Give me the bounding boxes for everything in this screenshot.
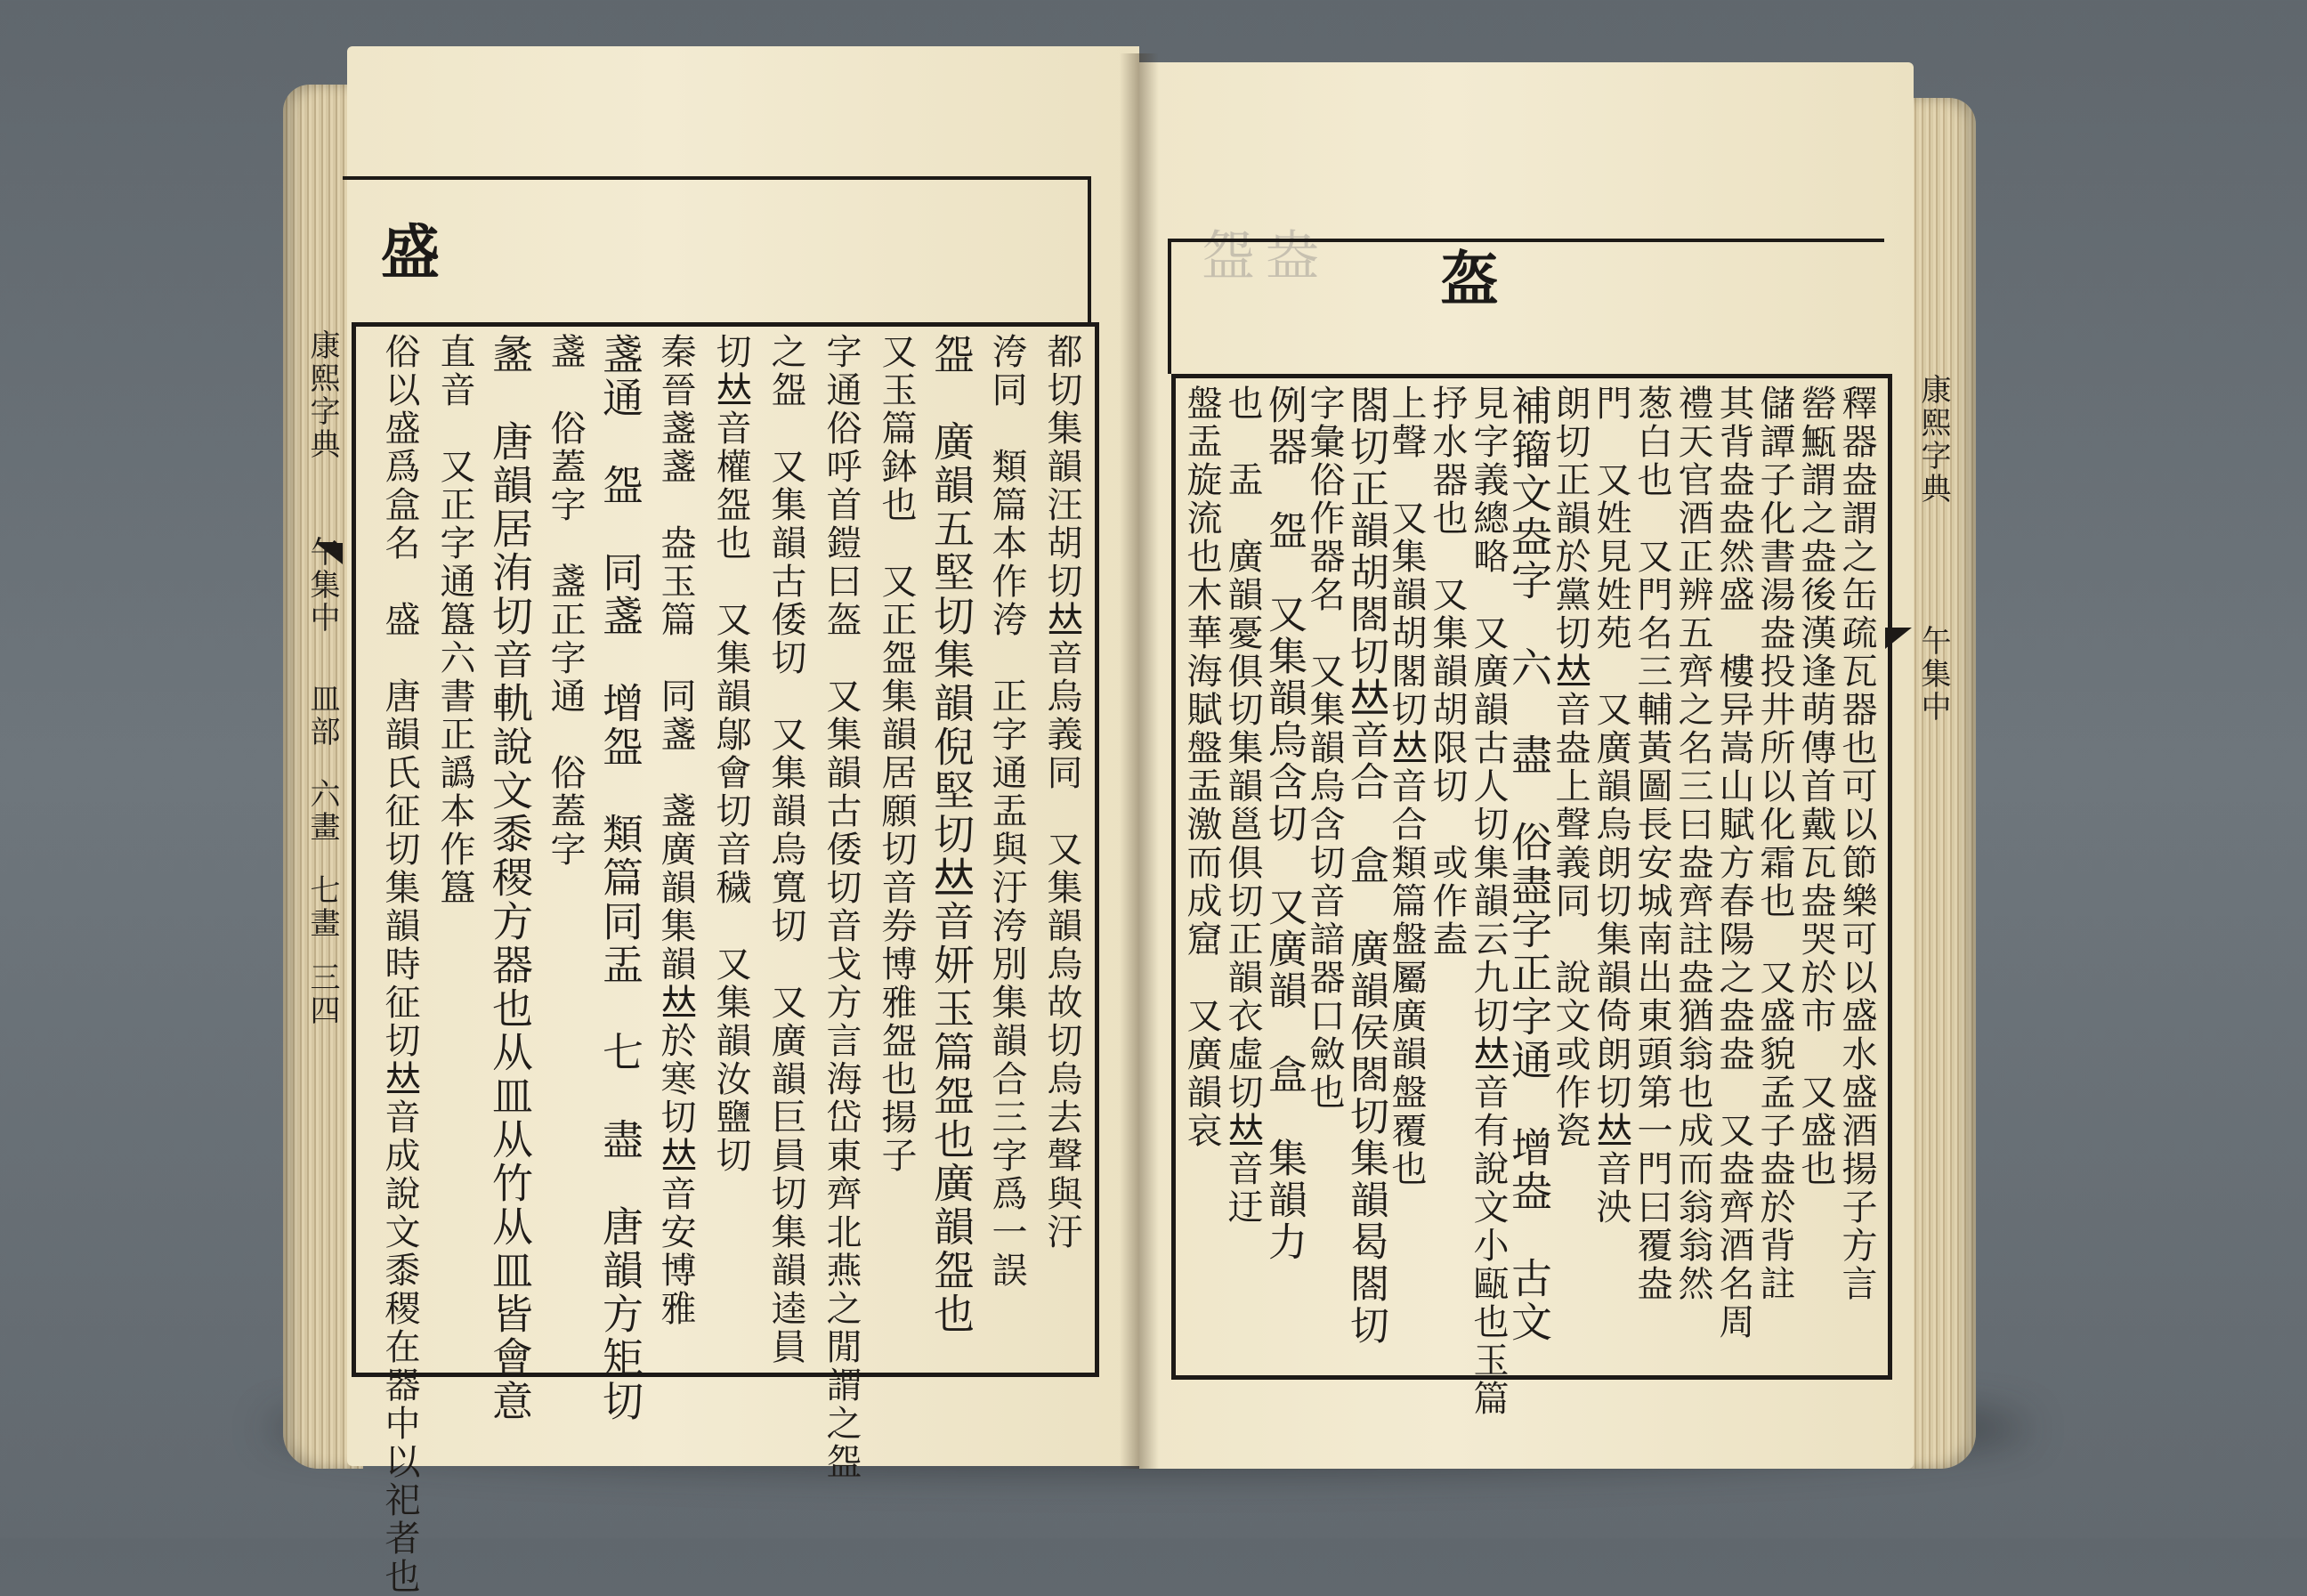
text-column: 釋器盎謂之缶疏瓦器也可以節樂可以盛水盛酒揚子方言 [1836, 385, 1877, 1303]
margin-strokes-6: 六畫 [304, 778, 340, 845]
margin-book-title: 康熙字典 [304, 329, 340, 461]
text-column: 儲譚子化書湯盎投井所以化霜也 又盛貌孟子盎於背註 [1754, 385, 1795, 1303]
text-column: 洿同 類篇本作洿 正字通盂與汙洿別集韻合三字爲一誤 [986, 333, 1027, 1290]
right-margin-column [1915, 374, 1951, 1353]
text-column: 葱白也 又門名三輔黃圖長安城南出東頭第一門曰覆盎 [1631, 385, 1672, 1303]
right-header-side-rule [1168, 239, 1171, 374]
text-column: 字通俗呼首鎧曰盔 又集韻古倭切音戈方言海岱東齊北燕之閒謂之盌 [821, 333, 862, 1481]
right-header-rule [1168, 239, 1884, 242]
text-column: 盞 俗蓋字 盞正字通 俗蓋字 [545, 333, 586, 869]
text-column: 罃甒謂之盎後漢逢萌傳首戴瓦盎哭於市 又盛也 [1795, 385, 1836, 1188]
text-column: 補籀文盎字 六 盡 俗盡字正字通 增盎 古文 [1505, 385, 1553, 1344]
text-column: 切𠀤音權盌也 又集韻鄔會切音穢 又集韻汝鹽切 [710, 333, 751, 1175]
right-text-columns [1177, 381, 1878, 1418]
text-column: 禮天官酒正辨五齊之名三曰盎齊註盎猶翁也成而翁翁然 [1672, 385, 1713, 1303]
text-column: 盞通 盌 同盞 增盌 類篇同盂 七 盡 唐韻方矩切 [596, 333, 644, 1423]
left-text-columns [358, 329, 1083, 1596]
left-margin-strip [294, 329, 347, 1362]
margin-radical: 皿部 [304, 682, 340, 749]
right-margin-strip [1905, 374, 1960, 1371]
text-column: 之盌 又集韻古倭切 又集韻烏寬切 又廣韻巨員切集韻逵員 [765, 333, 806, 1366]
left-header-rule [343, 176, 1090, 180]
text-column: 也 盂 廣韻憂俱切集韻邕俱切正韻衣虛切𠀤音迂 [1222, 385, 1263, 1227]
text-column: 直音 又正字通簋六書正譌本作簋 [434, 333, 475, 907]
left-header-char: 盛 [381, 217, 440, 287]
text-column: 門 又姓見姓苑 又廣韻烏朗切集韻倚朗切𠀤音泱 [1591, 385, 1631, 1227]
margin-page-number: 三四 [304, 961, 340, 1028]
margin-volume: 午集中 [1915, 624, 1951, 724]
text-column: 盤盂旋流也木華海賦盤盂激而成窟 又廣韻哀 [1181, 385, 1222, 1150]
text-column: 其背盎盎然盛 樓异嵩山賦方春陽之盎盎 又盎齊酒名周 [1713, 385, 1754, 1341]
text-column: 都切集韻汪胡切𠀤音烏義同 又集韻烏故切烏去聲與汙 [1041, 333, 1082, 1252]
text-column: 字彙俗作器名 又集韻烏含切音諳器口斂也 [1304, 385, 1345, 1112]
text-column: 秦晉盞盞 盎玉篇 同盞 盞廣韻集韻𠀤於寒切𠀤音安博雅 [655, 333, 696, 1328]
text-column: 盌 廣韻五堅切集韻倪堅切𠀤音妍玉篇盌也廣韻盌也 [927, 333, 975, 1336]
left-margin-column [304, 329, 340, 1362]
text-column: 見字義總略 又廣韻古人切集韻云九切𠀤音有說文小甌也玉篇 [1468, 385, 1509, 1418]
bleed-through-ghost: 盌盎 [1202, 225, 1330, 288]
margin-book-title: 康熙字典 [1915, 374, 1951, 506]
text-column: 上聲 又集韻胡閣切𠀤音合類篇盤屬廣韻盤覆也 [1386, 385, 1427, 1188]
margin-volume: 午集中 [304, 535, 340, 635]
text-column: 又玉篇鉢也 又正盌集韻居願切音券博雅盌也揚子 [876, 333, 917, 1175]
text-column: 例器 盌 又集韻烏含切 又廣韻 盒 集韻力 [1261, 385, 1307, 1263]
text-column: 盠 唐韻居洧切音軌說文黍稷方器也从皿从竹从皿皆會意 [486, 333, 534, 1423]
text-column: 閤切正韻胡閤切𠀤音合 盒 廣韻侯閤切集韻曷閤切 [1343, 385, 1388, 1347]
left-header-side-rule [1088, 176, 1091, 323]
text-column: 抒水器也 又集韻胡限切 或作盍 [1427, 385, 1468, 959]
margin-strokes-7: 七畫 [304, 874, 340, 941]
right-header-char: 盔 [1440, 244, 1499, 313]
book-gutter [1120, 53, 1159, 1469]
text-column: 俗以盛爲盒名 盛 唐韻氏征切集韻時征切𠀤音成說文黍稷在器中以祀者也 [379, 333, 420, 1596]
text-column: 朗切正韻於黨切𠀤音盎上聲義同 說文或作瓷 [1550, 385, 1591, 1150]
